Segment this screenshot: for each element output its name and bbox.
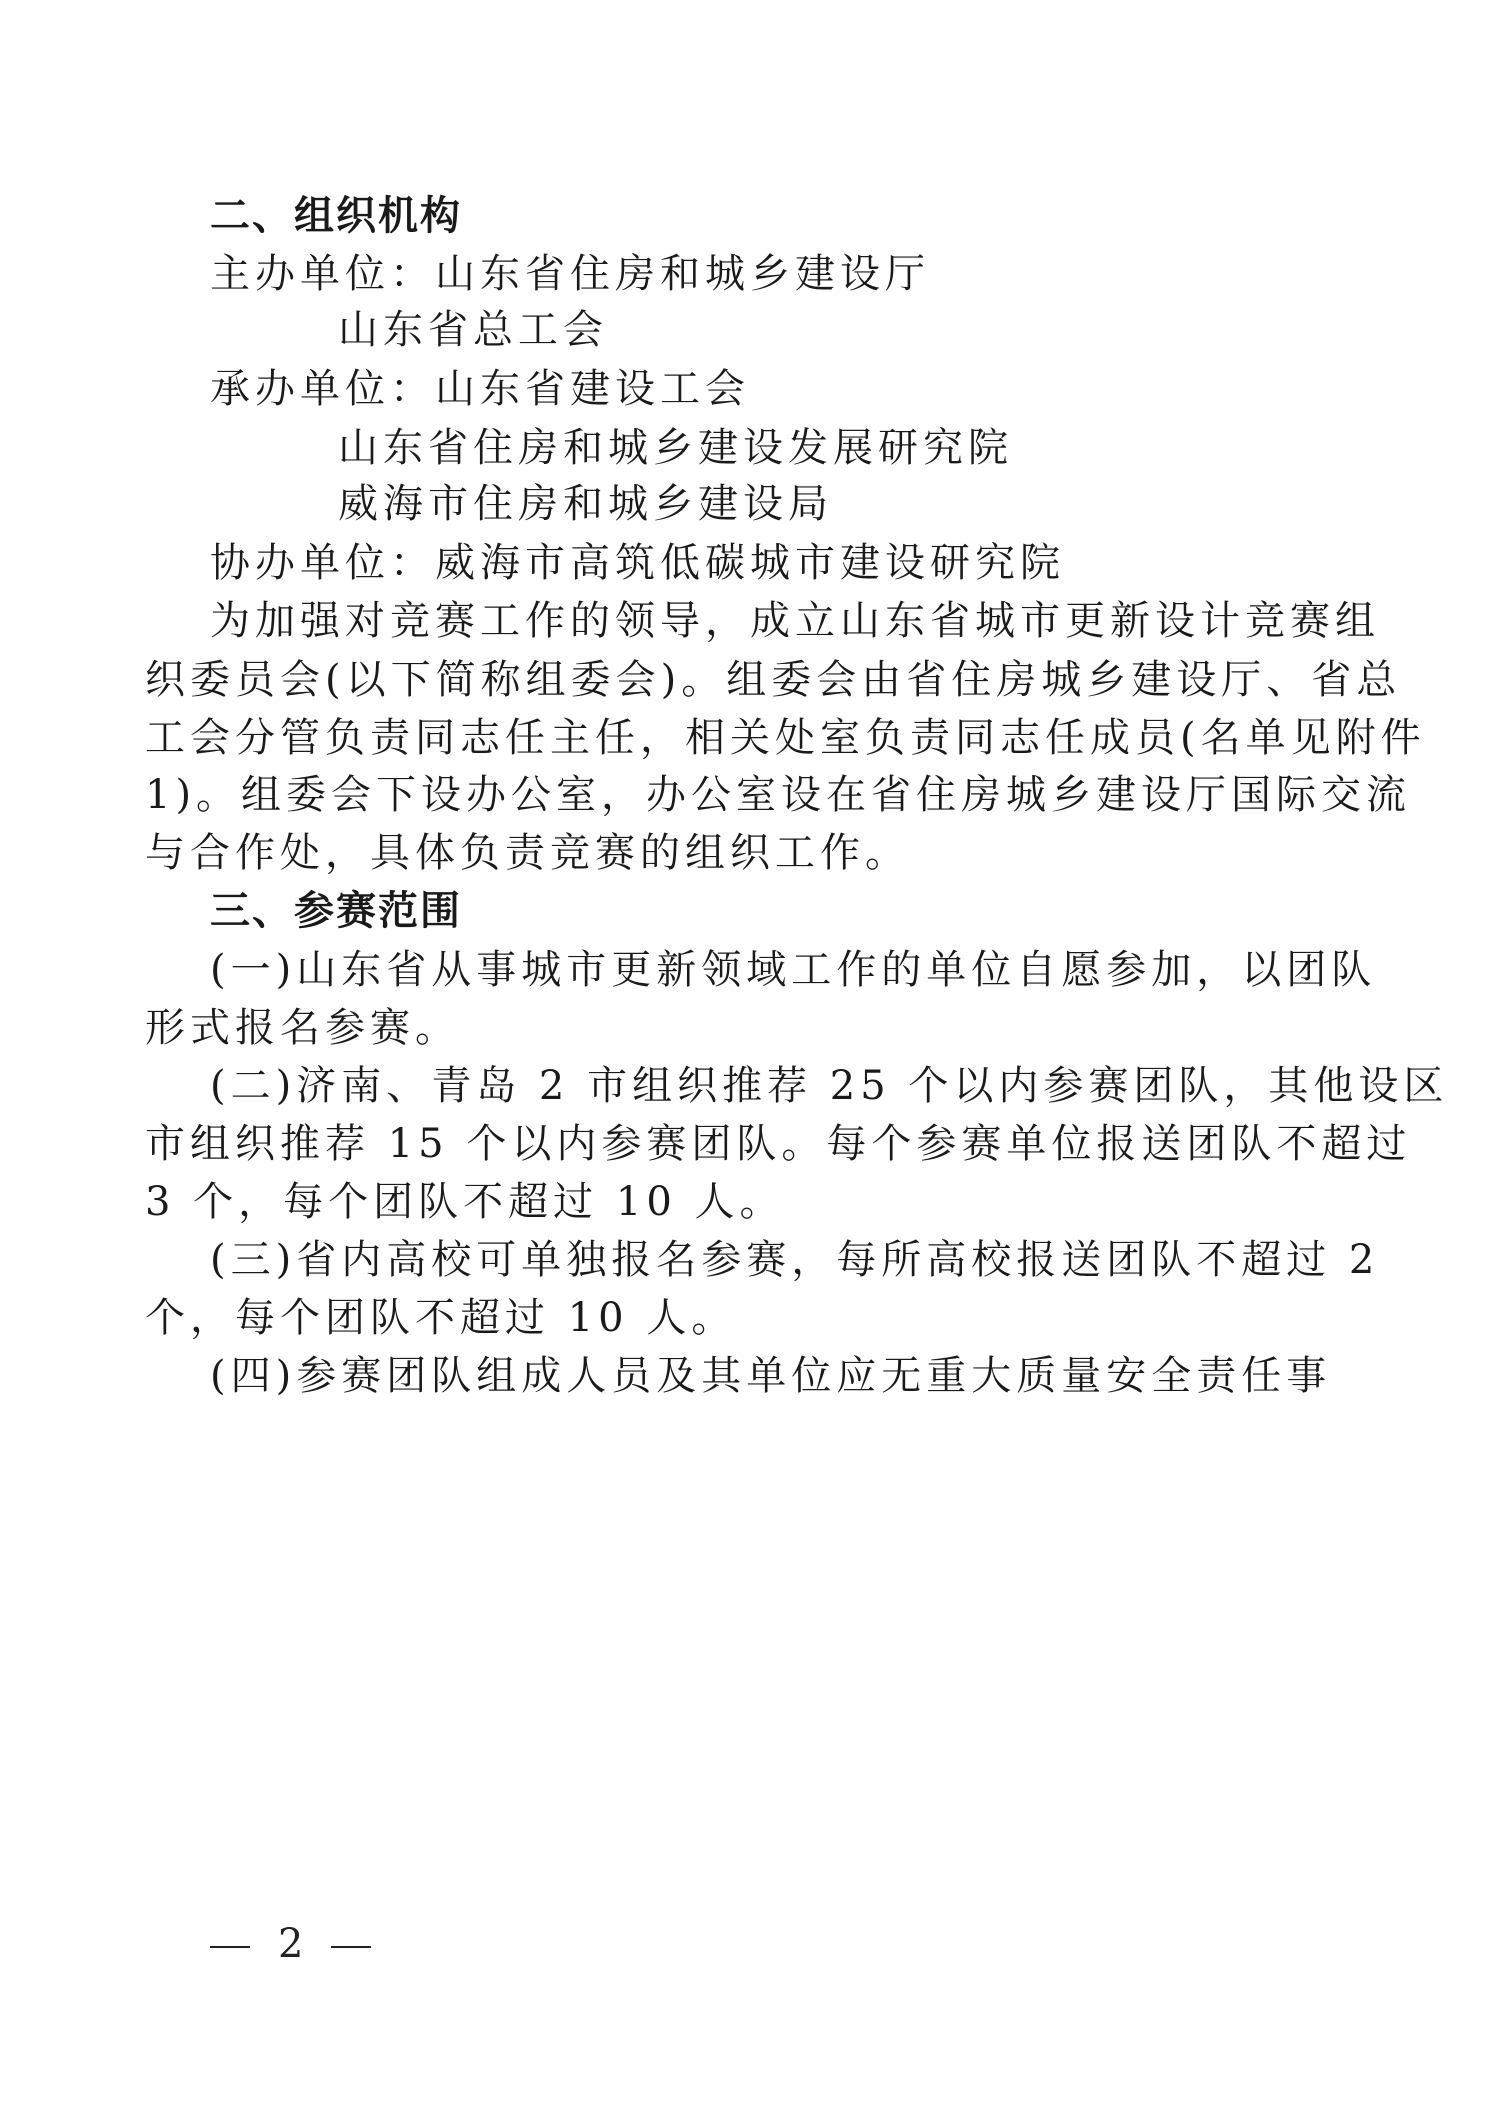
scope-item-2-line: 3 个，每个团队不超过 10 人。 bbox=[145, 1179, 785, 1225]
host-name-1: 山东省住房和城乡建设厅 bbox=[435, 251, 930, 297]
host-label: 主办单位： bbox=[210, 251, 435, 297]
committee-paragraph-line: 工会分管负责同志任主任，相关处室负责同志任成员(名单见附件 bbox=[145, 715, 1426, 761]
committee-paragraph-line: 织委员会(以下简称组委会)。组委会由省住房城乡建设厅、省总 bbox=[145, 657, 1402, 703]
section-2-heading: 二、组织机构 bbox=[210, 193, 462, 239]
scope-item-3-line: (三)省内高校可单独报名参赛，每所高校报送团队不超过 2 bbox=[210, 1237, 1380, 1283]
organizer-name-1: 山东省建设工会 bbox=[435, 366, 750, 412]
host-row-1 bbox=[210, 250, 930, 298]
organizer-label: 承办单位： bbox=[210, 366, 435, 412]
committee-paragraph-line: 1)。组委会下设办公室，办公室设在省住房城乡建设厅国际交流 bbox=[145, 772, 1412, 818]
scope-item-1-line: (一)山东省从事城市更新领域工作的单位自愿参加，以团队 bbox=[210, 947, 1377, 993]
organizer-row-3: 威海市住房和城乡建设局 bbox=[338, 481, 833, 527]
scope-item-4-line: (四)参赛团队组成人员及其单位应无重大质量安全责任事 bbox=[210, 1353, 1332, 1399]
scope-item-2-line: 市组织推荐 15 个以内参赛团队。每个参赛单位报送团队不超过 bbox=[145, 1121, 1412, 1167]
co-organizer-row bbox=[210, 539, 1065, 587]
organizer-row-2: 山东省住房和城乡建设发展研究院 bbox=[338, 425, 1013, 471]
committee-paragraph-line: 与合作处，具体负责竞赛的组织工作。 bbox=[145, 830, 910, 876]
page-number: 2 bbox=[278, 1921, 304, 1967]
committee-paragraph-line: 为加强对竞赛工作的领导，成立山东省城市更新设计竞赛组 bbox=[210, 598, 1380, 644]
page-number-footer bbox=[210, 1920, 371, 1968]
co-organizer-name: 威海市高筑低碳城市建设研究院 bbox=[435, 540, 1065, 586]
footer-dash-right bbox=[331, 1946, 371, 1948]
co-organizer-label: 协办单位： bbox=[210, 540, 435, 586]
section-3-heading: 三、参赛范围 bbox=[210, 888, 462, 934]
host-row-2: 山东省总工会 bbox=[338, 307, 608, 353]
scope-item-3-line: 个，每个团队不超过 10 人。 bbox=[145, 1295, 737, 1341]
scope-item-1-line: 形式报名参赛。 bbox=[145, 1005, 460, 1051]
organizer-row-1 bbox=[210, 365, 750, 413]
footer-dash-left bbox=[210, 1946, 250, 1948]
scope-item-2-line: (二)济南、青岛 2 市组织推荐 25 个以内参赛团队，其他设区 bbox=[210, 1063, 1449, 1109]
